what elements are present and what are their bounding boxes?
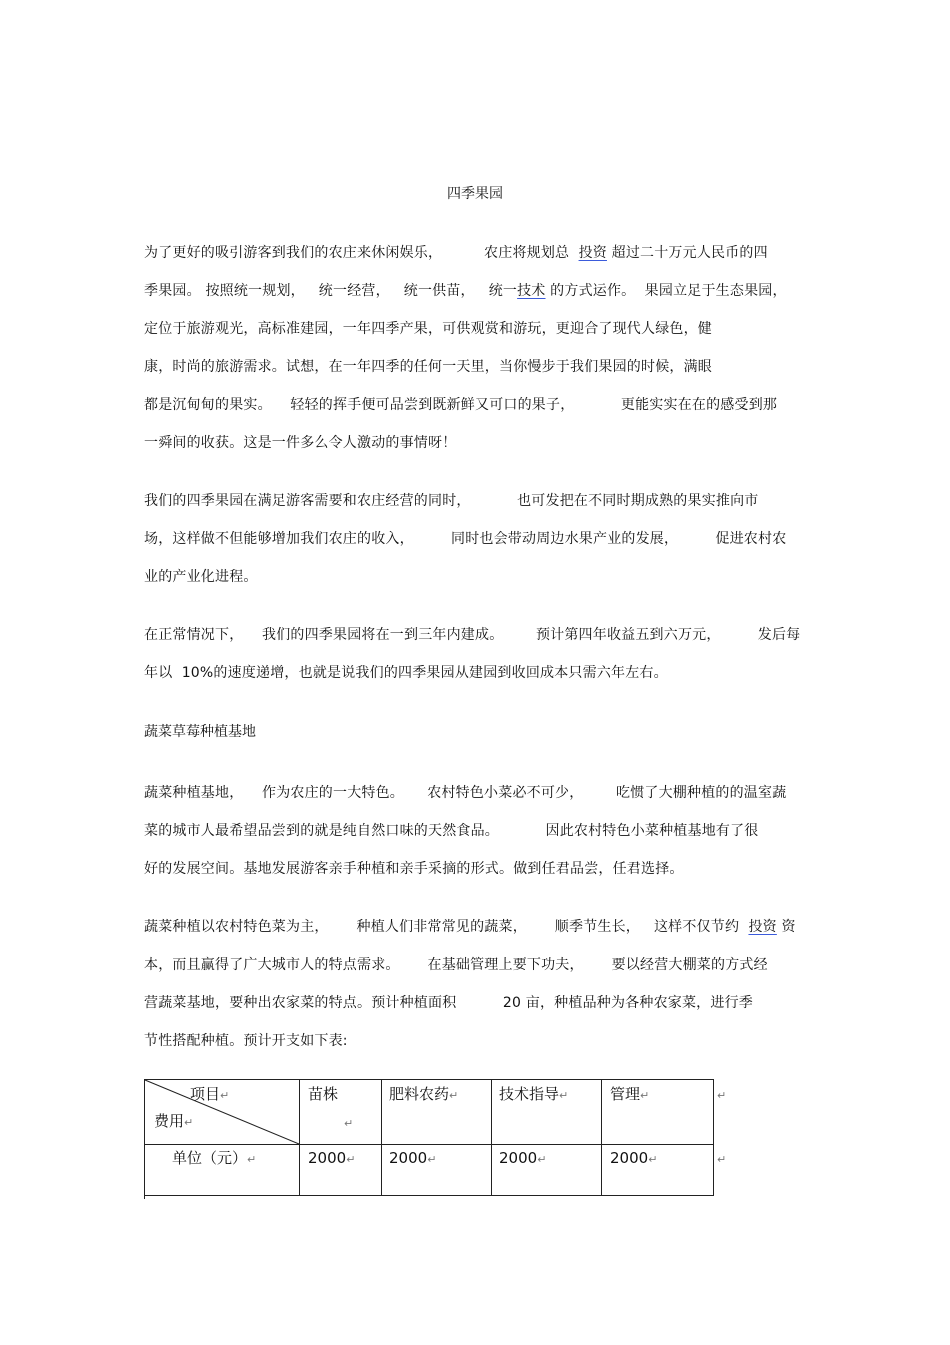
column-header: 管理↵ xyxy=(610,1085,650,1103)
paragraph-line: 营蔬菜基地，要种出农家菜的特点。预计种植面积 20 亩，种植品种为各种农家菜，进行季 xyxy=(144,995,753,1011)
technology-link[interactable]: 技术 xyxy=(517,283,546,299)
column-header: 肥料农药↵ xyxy=(389,1085,459,1103)
paragraph-line: 我们的四季果园在满足游客需要和农庄经营的同时， 也可发把在不同时期成熟的果实推向市 xyxy=(144,493,759,509)
paragraph-mark: ↵ xyxy=(344,1117,354,1130)
column-header: 技术指导↵ xyxy=(499,1085,569,1103)
table-corner-bottom-label: 费用↵ xyxy=(154,1112,194,1130)
paragraph-line: 场，这样做不但能够增加我们农庄的收入， 同时也会带动周边水果产业的发展， 促进农村农 xyxy=(144,531,787,547)
paragraph-line: 年以 10%的速度递增，也就是说我们的四季果园从建园到收回成本只需六年左右。 xyxy=(144,665,668,681)
paragraph-line: 本，而且赢得了广大城市人的特点需求。 在基础管理上要下功夫， 要以经营大棚菜的方式经 xyxy=(144,957,768,973)
paragraph-line: 业的产业化进程。 xyxy=(144,569,258,585)
paragraph-line: 为了更好的吸引游客到我们的农庄来休闲娱乐， 农庄将规划总 投资 超过二十万元人民币的四 xyxy=(144,245,768,261)
paragraph-line: 都是沉甸甸的果实。 轻轻的挥手便可品尝到既新鲜又可口的果子， 更能实实在在的感受到那 xyxy=(144,397,778,413)
table-col-divider xyxy=(381,1079,382,1196)
document-title: 四季果园 xyxy=(447,186,503,202)
paragraph-line: 季果园。 按照统一规划， 统一经营， 统一供苗， 统一技术 的方式运作。 果园立足于生态果园， xyxy=(144,283,787,299)
column-header: 苗株 xyxy=(308,1085,339,1103)
row-label: 单位（元）↵ xyxy=(172,1149,257,1167)
investment-link[interactable]: 投资 xyxy=(748,919,777,935)
paragraph-mark: ↵ xyxy=(717,1153,727,1166)
table-cell: 2000↵ xyxy=(610,1149,658,1167)
paragraph-line: 一舜间的收获。这是一件多么令人激动的事情呀！ xyxy=(144,435,457,451)
paragraph-line: 定位于旅游观光，高标准建园，一年四季产果，可供观赏和游玩，更迎合了现代人绿色，健 xyxy=(144,321,712,337)
table-cell: 2000↵ xyxy=(389,1149,437,1167)
table-corner-top-label: 项目↵ xyxy=(190,1085,230,1103)
table-border-right xyxy=(713,1079,714,1196)
table-cell: 2000↵ xyxy=(499,1149,547,1167)
paragraph-line: 好的发展空间。基地发展游客亲手种植和亲手采摘的形式。做到任君品尝，任君选择。 xyxy=(144,861,684,877)
table-border-bottom xyxy=(144,1195,714,1196)
paragraph-line: 康，时尚的旅游需求。试想，在一年四季的任何一天里，当你慢步于我们果园的时候，满眼 xyxy=(144,359,712,375)
table-col-divider xyxy=(491,1079,492,1196)
section-heading: 蔬菜草莓种植基地 xyxy=(144,724,256,740)
paragraph-line: 节性搭配种植。预计开支如下表: xyxy=(144,1033,348,1049)
investment-link[interactable]: 投资 xyxy=(578,245,607,261)
table-cell: 2000↵ xyxy=(308,1149,356,1167)
paragraph-mark: ↵ xyxy=(717,1089,727,1102)
table-col-divider xyxy=(601,1079,602,1196)
paragraph-line: 在正常情况下， 我们的四季果园将在一到三年内建成。 预计第四年收益五到六万元， 发后每 xyxy=(144,627,801,643)
paragraph-line: 蔬菜种植基地， 作为农庄的一大特色。 农村特色小菜必不可少， 吃惯了大棚种植的的温室蔬 xyxy=(144,785,787,801)
paragraph-line: 菜的城市人最希望品尝到的就是纯自然口味的天然食品。 因此农村特色小菜种植基地有了很 xyxy=(144,823,759,839)
paragraph-line: 蔬菜种植以农村特色菜为主， 种植人们非常常见的蔬菜， 顺季节生长， 这样不仅节约 投资 资 xyxy=(144,919,796,935)
expense-table xyxy=(144,1079,727,1199)
